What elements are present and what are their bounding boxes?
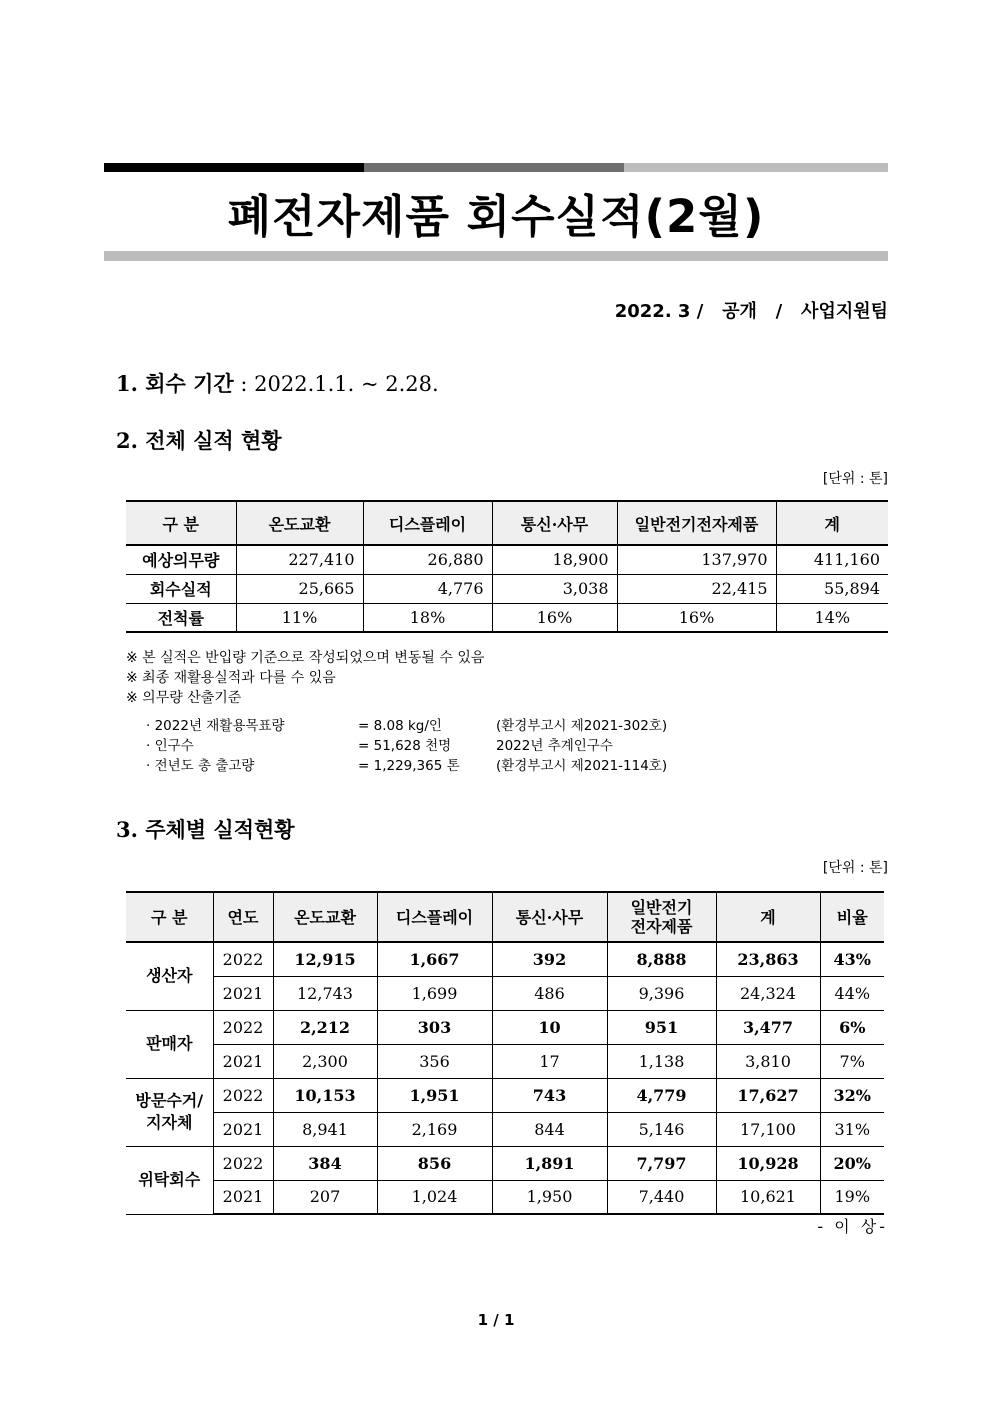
table-cell: 25,665	[236, 574, 363, 603]
table-cell: 356	[377, 1044, 492, 1078]
year-cell: 2021	[213, 1044, 273, 1078]
column-header: 구 분	[126, 892, 213, 942]
table-cell: 1,699	[377, 976, 492, 1010]
year-cell: 2022	[213, 942, 273, 976]
section3-heading: 3. 주체별 실적현황	[116, 817, 295, 842]
section1-title: 1. 회수 기간	[116, 371, 234, 396]
year-cell: 2022	[213, 1010, 273, 1044]
table-cell: 3,810	[716, 1044, 820, 1078]
row-label: 회수실적	[126, 574, 236, 603]
table-cell: 17,627	[716, 1078, 820, 1112]
table-row	[126, 1112, 884, 1146]
table-cell: 7%	[820, 1044, 884, 1078]
table-cell: 7,440	[607, 1180, 716, 1214]
entity-label: 방문수거/ 지자체	[126, 1078, 213, 1146]
column-header: 일반전기 전자제품	[607, 892, 716, 942]
table-cell: 486	[492, 976, 607, 1010]
row-label: 예상의무량	[126, 545, 236, 574]
table-cell: 8,941	[273, 1112, 377, 1146]
section2-unit: [단위 : 톤]	[822, 471, 888, 487]
table-cell: 10,928	[716, 1146, 820, 1180]
table-cell: 844	[492, 1112, 607, 1146]
table-row	[126, 1078, 884, 1112]
year-cell: 2022	[213, 1078, 273, 1112]
table-cell: 1,667	[377, 942, 492, 976]
table-cell: 1,951	[377, 1078, 492, 1112]
table-cell: 10,153	[273, 1078, 377, 1112]
table-cell: 16%	[492, 603, 617, 632]
table-cell: 44%	[820, 976, 884, 1010]
table-cell: 12,915	[273, 942, 377, 976]
title-top-bar	[104, 163, 888, 172]
table-cell: 411,160	[776, 545, 888, 574]
table-cell: 31%	[820, 1112, 884, 1146]
table-cell: 18,900	[492, 545, 617, 574]
table-header-row	[126, 892, 884, 942]
table-cell: 55,894	[776, 574, 888, 603]
page-title: 폐전자제품 회수실적(2월)	[227, 190, 765, 243]
column-header: 온도교환	[273, 892, 377, 942]
table-cell: 2,169	[377, 1112, 492, 1146]
table-cell: 743	[492, 1078, 607, 1112]
table-cell: 6%	[820, 1010, 884, 1044]
table-row	[126, 574, 888, 603]
year-cell: 2021	[213, 1180, 273, 1214]
table-row	[126, 1044, 884, 1078]
criteria-item: · 2022년 재활용목표량	[146, 718, 285, 734]
table-cell: 2,300	[273, 1044, 377, 1078]
criteria-source: (환경부고시 제2021-302호)	[496, 718, 668, 734]
criteria-source: (환경부고시 제2021-114호)	[496, 758, 668, 774]
table-cell: 2,212	[273, 1010, 377, 1044]
table-cell: 20%	[820, 1146, 884, 1180]
end-mark: - 이 상-	[817, 1217, 888, 1236]
table-cell: 4,779	[607, 1078, 716, 1112]
bar-segment-light	[624, 163, 888, 172]
entity-performance-table	[126, 891, 884, 1215]
table-cell: 5,146	[607, 1112, 716, 1146]
criteria-source: 2022년 추계인구수	[496, 738, 613, 754]
collection-period: : 2022.1.1. ~ 2.28.	[233, 372, 439, 396]
entity-label: 위탁회수	[126, 1146, 213, 1214]
table-row	[126, 603, 888, 632]
table-cell: 12,743	[273, 976, 377, 1010]
table-cell: 1,891	[492, 1146, 607, 1180]
table-cell: 1,950	[492, 1180, 607, 1214]
table-cell: 3,477	[716, 1010, 820, 1044]
table-cell: 32%	[820, 1078, 884, 1112]
note-item: ※ 의무량 산출기준	[126, 690, 242, 706]
note-item: ※ 본 실적은 반입량 기준으로 작성되었으며 변동될 수 있음	[126, 650, 485, 666]
table-cell: 137,970	[617, 545, 776, 574]
section1-heading	[116, 368, 439, 398]
table-cell: 9,396	[607, 976, 716, 1010]
column-header: 디스플레이	[377, 892, 492, 942]
table-cell: 22,415	[617, 574, 776, 603]
column-header: 통신·사무	[492, 501, 617, 545]
column-header: 계	[716, 892, 820, 942]
table-cell: 17	[492, 1044, 607, 1078]
table-cell: 18%	[363, 603, 492, 632]
year-cell: 2021	[213, 1112, 273, 1146]
document-meta: 2022. 3 / 공개 / 사업지원팀	[614, 301, 888, 322]
table-cell: 856	[377, 1146, 492, 1180]
table-row	[126, 976, 884, 1010]
table-cell: 3,038	[492, 574, 617, 603]
total-performance-table	[126, 500, 888, 633]
table-cell: 10,621	[716, 1180, 820, 1214]
column-header: 온도교환	[236, 501, 363, 545]
table-row	[126, 545, 888, 574]
column-header: 연도	[213, 892, 273, 942]
table-row	[126, 1010, 884, 1044]
table-cell: 1,138	[607, 1044, 716, 1078]
column-header: 비율	[820, 892, 884, 942]
table-cell: 951	[607, 1010, 716, 1044]
table-cell: 303	[377, 1010, 492, 1044]
table-cell: 7,797	[607, 1146, 716, 1180]
table-cell: 23,863	[716, 942, 820, 976]
table-cell: 26,880	[363, 545, 492, 574]
entity-label: 생산자	[126, 942, 213, 1010]
year-cell: 2021	[213, 976, 273, 1010]
bar-segment-black	[104, 163, 364, 172]
criteria-value: = 8.08 kg/인	[358, 718, 442, 734]
table-cell: 14%	[776, 603, 888, 632]
table-row	[126, 1146, 884, 1180]
table-cell: 16%	[617, 603, 776, 632]
table-cell: 17,100	[716, 1112, 820, 1146]
table-header-row	[126, 501, 888, 545]
table-cell: 207	[273, 1180, 377, 1214]
year-cell: 2022	[213, 1146, 273, 1180]
note-item: ※ 최종 재활용실적과 다를 수 있음	[126, 670, 336, 686]
column-header: 일반전기전자제품	[617, 501, 776, 545]
row-label: 전척률	[126, 603, 236, 632]
table-row	[126, 942, 884, 976]
column-header: 계	[776, 501, 888, 545]
criteria-value: = 1,229,365 톤	[358, 758, 460, 774]
table-cell: 8,888	[607, 942, 716, 976]
section3-unit: [단위 : 톤]	[822, 860, 888, 876]
bar-segment-gray	[364, 163, 624, 172]
table-cell: 392	[492, 942, 607, 976]
entity-label: 판매자	[126, 1010, 213, 1078]
section2-heading: 2. 전체 실적 현황	[116, 428, 282, 453]
table-cell: 24,324	[716, 976, 820, 1010]
notes-list	[126, 648, 484, 708]
table-row	[126, 1180, 884, 1214]
criteria-item: · 전년도 총 출고량	[146, 758, 255, 774]
column-header: 디스플레이	[363, 501, 492, 545]
table-cell: 227,410	[236, 545, 363, 574]
table-cell: 10	[492, 1010, 607, 1044]
criteria-value: = 51,628 천명	[358, 738, 452, 754]
table-cell: 43%	[820, 942, 884, 976]
page-number: 1 / 1	[477, 1311, 515, 1329]
table-cell: 19%	[820, 1180, 884, 1214]
table-cell: 1,024	[377, 1180, 492, 1214]
column-header: 구 분	[126, 501, 236, 545]
table-cell: 4,776	[363, 574, 492, 603]
criteria-item: · 인구수	[146, 738, 194, 754]
title-bottom-bar	[104, 251, 888, 261]
table-cell: 11%	[236, 603, 363, 632]
column-header: 통신·사무	[492, 892, 607, 942]
table-cell: 384	[273, 1146, 377, 1180]
